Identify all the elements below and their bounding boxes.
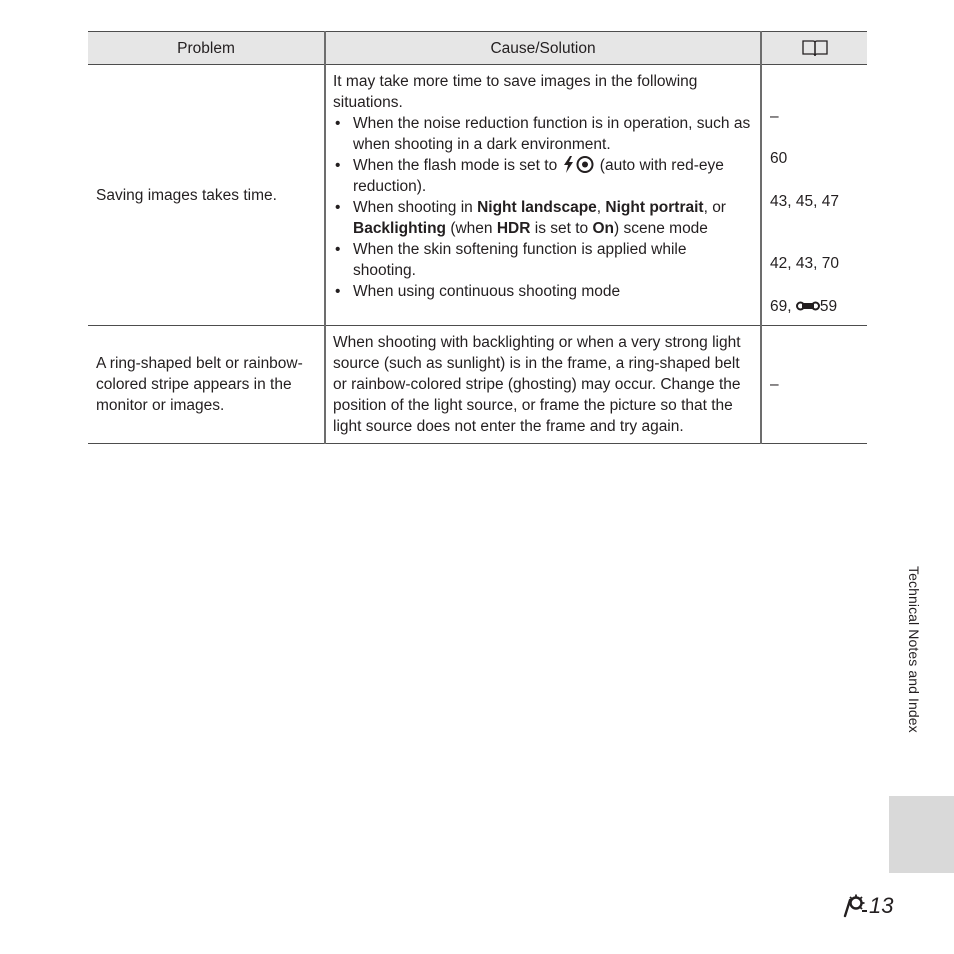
reference-page: – [770,108,779,125]
page-number: 13 [842,893,893,919]
reference-page: 43, 45, 47 [770,193,839,210]
table-header-row [88,32,867,65]
list-item: • When the flash mode is set to (auto with red-eye reduction). [333,155,752,197]
book-icon [801,39,829,57]
reference-page: 60 [770,150,788,167]
reference-page: 69, 59 [770,298,838,315]
header-problem: Problem [88,32,325,65]
problem-cell: Saving images takes time. [96,186,277,204]
technical-notes-icon [842,894,868,918]
flash-redeye-icon [563,156,595,173]
header-reference [761,32,867,65]
reference-cell [761,65,867,326]
troubleshooting-table [88,31,867,444]
reference-page: 42, 43, 70 [770,255,839,272]
table-row [88,65,867,326]
header-cause-solution: Cause/Solution [325,32,761,65]
reference-link-icon [796,299,820,313]
reference-cell: – [761,326,867,444]
cause-cell [325,65,761,326]
list-item: • When the skin softening function is applied while shooting. [333,239,752,281]
problem-cell: A ring-shaped belt or rainbow-colored stripe appears in the monitor or images. [96,355,303,414]
list-item: • When shooting in Night landscape, Night portrait, or Backlighting (when HDR is set to On) scene mode [333,197,752,239]
situations-list [333,113,752,302]
cause-cell: When shooting with backlighting or when a very strong light source (such as sunlight) is in the frame, a ring-shaped belt or rainbow-colored stripe (ghosting) may occur. Change the position of the light source, or frame the picture so that the light source does not enter the frame and try again. [325,326,761,444]
section-side-label: Technical Notes and Index [906,566,922,733]
section-tab [889,796,954,873]
table-row [88,326,867,444]
list-item: • When the noise reduction function is in operation, such as when shooting in a dark environment. [333,113,752,155]
cause-intro: It may take more time to save images in the following situations. [333,73,698,111]
list-item: • When using continuous shooting mode [333,281,752,302]
